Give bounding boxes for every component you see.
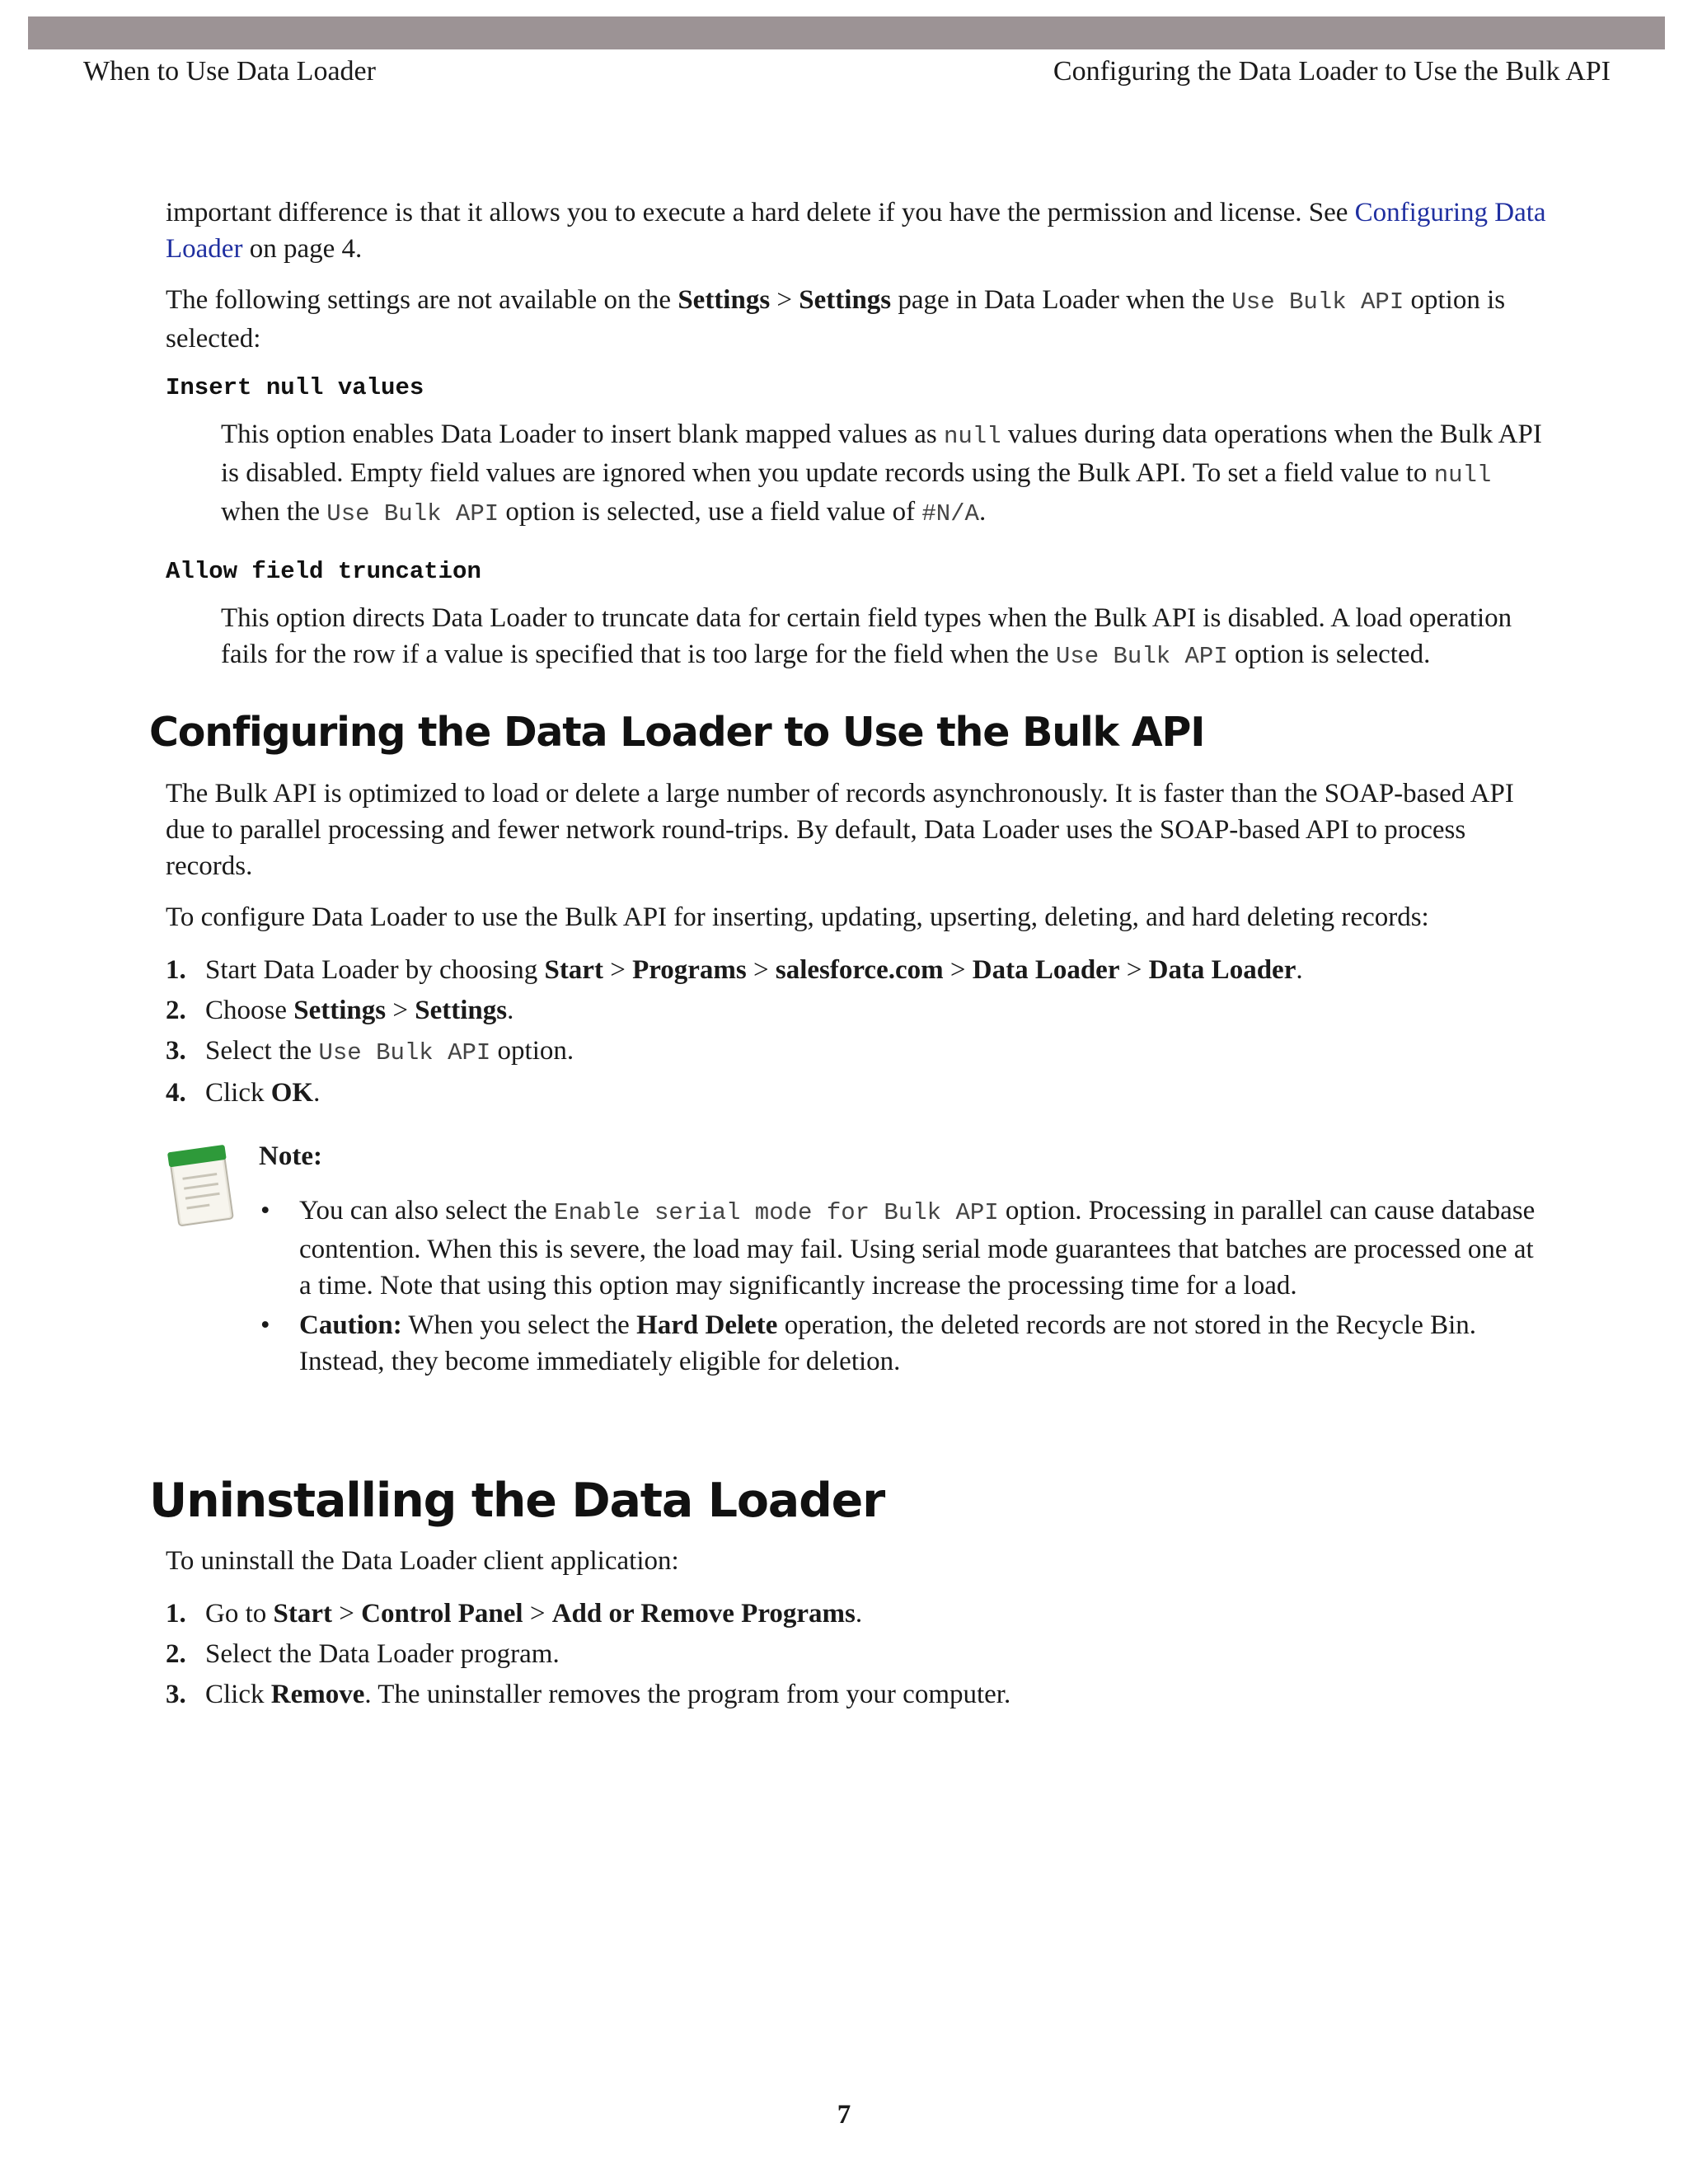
- page-content: [149, 194, 1546, 1715]
- running-header-right: Configuring the Data Loader to Use the Bulk API: [1053, 56, 1611, 87]
- section-title-bulk-api: Configuring the Data Loader to Use the Bulk API: [149, 709, 1205, 756]
- bulk-api-instructions: To configure Data Loader to use the Bulk API for inserting, updating, upserting, deleting, and hard deleting records:: [166, 902, 1429, 932]
- intro-paragraph: important difference is that it allows you to execute a hard delete if you have the permission and license. See Configuring Data Loader on page 4.: [166, 198, 1546, 264]
- running-header-left: When to Use Data Loader: [83, 56, 376, 87]
- uninstall-steps: [166, 1594, 1546, 1715]
- definition-insert-null-values: This option enables Data Loader to insert blank mapped values as null values during data operations when the Bulk API is disabled. Empty field values are ignored when you update records using the Bulk API. To set a field value to null when the Use Bulk API option is selected, use a field value of #N/A.: [221, 419, 1542, 527]
- list-item: • You can also select the Enable serial mode for Bulk API option. Processing in parallel can cause database contention. When this is severe, the load may fail. Using serial mode guarantees that batches are processed one at a time. Note that using this option may significantly increase the processing time for a load.: [260, 1196, 1536, 1301]
- page-number: 7: [837, 2100, 851, 2130]
- section-title-uninstalling: Uninstalling the Data Loader: [149, 1474, 885, 1528]
- list-item: 1. Start Data Loader by choosing Start > Programs > salesforce.com > Data Loader > Data Loader.: [166, 955, 1303, 985]
- definition-allow-field-truncation: This option directs Data Loader to truncate data for certain field types when the Bulk API is disabled. A load operation fails for the row if a value is specified that is too large for the field when the Use Bulk API option is selected.: [221, 603, 1512, 670]
- note-title: Note:: [259, 1141, 322, 1171]
- list-item: 1. Go to Start > Control Panel > Add or Remove Programs.: [166, 1599, 863, 1629]
- list-item: 2. Select the Data Loader program.: [166, 1639, 560, 1669]
- settings-paragraph: The following settings are not available on the Settings > Settings page in Data Loader when the Use Bulk API option is selected:: [166, 285, 1506, 354]
- list-item: 4. Click OK.: [166, 1078, 321, 1108]
- term-allow-field-truncation: Allow field truncation: [166, 558, 481, 585]
- term-insert-null-values: Insert null values: [166, 374, 424, 401]
- note-icon: [166, 1143, 240, 1229]
- configuring-data-loader-link[interactable]: Configuring Data Loader: [166, 198, 1546, 264]
- uninstall-intro: To uninstall the Data Loader client application:: [166, 1546, 679, 1576]
- list-item: • Caution: When you select the Hard Delete operation, the deleted records are not stored in the Recycle Bin. Instead, they become immediately eligible for deletion.: [260, 1310, 1477, 1376]
- bulk-api-steps: [166, 950, 1546, 1113]
- note-bullets: [259, 1193, 1546, 1380]
- bulk-api-description: The Bulk API is optimized to load or delete a large number of records asynchronously. It is faster than the SOAP-based API due to parallel processing and fewer network round-trips. By default, Data Loader uses the SOAP-based API to process records.: [166, 779, 1514, 881]
- list-item: 2. Choose Settings > Settings.: [166, 996, 514, 1025]
- header-bar: [28, 16, 1665, 49]
- list-item: 3. Select the Use Bulk API option.: [166, 1036, 574, 1066]
- note-box: [166, 1138, 1546, 1380]
- list-item: 3. Click Remove. The uninstaller removes the program from your computer.: [166, 1680, 1011, 1709]
